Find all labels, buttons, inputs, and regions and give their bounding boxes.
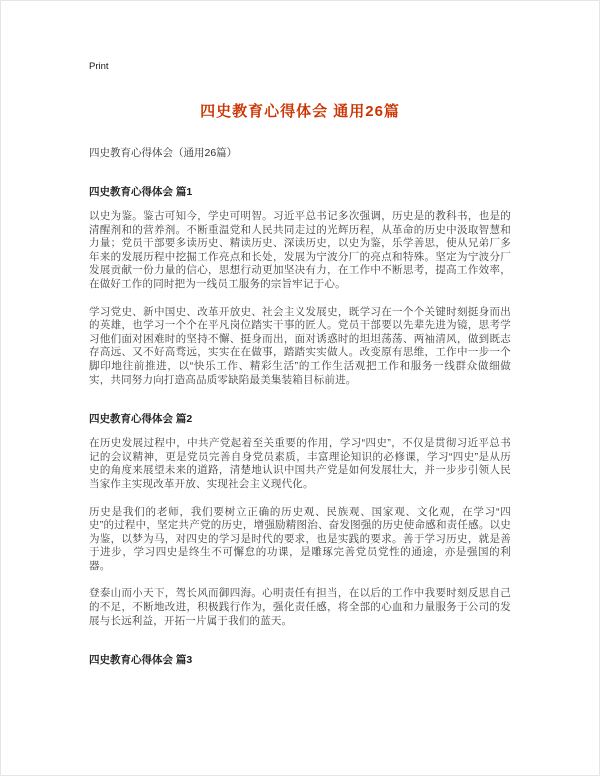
- print-button[interactable]: Print: [89, 61, 109, 72]
- page-title: 四史教育心得体会 通用26篇: [200, 103, 400, 120]
- section-2-paragraph-2: 历史是我们的老师，我们要树立正确的历史观、民族观、国家观、文化观，在学习“四史”的过程中，坚定共产党的历史，增强励精图治、奋发图强的历史使命感和责任感。以史为鉴，以梦为马，对四史的学习是时代的要求，也是实践的要求。善于学习历史，就是善于进步，学习四史是终生不可懈怠的功课，是雕琢完善党员党性的通途，亦是强国的利器。: [89, 505, 511, 572]
- section-1-paragraph-1: 以史为鉴。鉴古可知今，学史可明智。习近平总书记多次强调，历史是的教科书，也是的清醒剂和的营养剂。不断重温党和人民共同走过的光辉历程，从革命的历史中汲取智慧和力量；党员干部要多读历史、精读历史、深读历史，以史为鉴，乐学善思，使从兄弟厂多年来的发展历程中挖掘工作亮点和长处，发展为宁波分厂的亮点和特殊。坚定为宁波分厂发展贡献一份力量的信心，思想行动更加坚决有力，在工作中不断思考，提高工作效率，在做好工作的同时把为一线员工服务的宗旨牢记于心。: [89, 210, 511, 290]
- section-2-paragraph-1: 在历史发展过程中，中共产党起着至关重要的作用，学习“四史”，不仅是贯彻习近平总书记的会议精神，更是党员完善自身党员素质，丰富理论知识的必修课，学习“四史”是从历史的角度来展望未来的道路，清楚地认识中国共产党是如何发展壮大，并一步步引领人民当家作主实现改革开放、实现社会主义现代化。: [89, 437, 511, 490]
- section-3-heading: 四史教育心得体会 篇3: [89, 654, 193, 667]
- section-2-heading: 四史教育心得体会 篇2: [89, 413, 193, 426]
- document-page: [1, 1, 599, 667]
- document-subtitle: 四史教育心得体会（通用26篇）: [89, 147, 238, 159]
- section-2-paragraph-3: 登泰山而小天下，驾长风而御四海。心明责任有担当，在以后的工作中我要时刻反思自己的不足，不断地改进，积极践行作为，强化责任感，将全部的心血和力量服务于公司的发展与长远利益，开拓一片属于我们的蓝天。: [89, 587, 511, 627]
- section-1-heading: 四史教育心得体会 篇1: [89, 186, 193, 198]
- section-1-paragraph-2: 学习党史、新中国史、改革开放史、社会主义发展史，既学习在一个个关键时刻挺身而出的英雄，也学习一个个在平凡岗位踏实干事的匠人。党员干部要以先辈先进为镜，思考学习他们面对困难时的坚持不懈、挺身而出，面对诱惑时的坦坦荡荡、两袖清风，做到既志存高远、又不好高骛远，实实在在做事，踏踏实实做人。改变原有思维，工作中一步一个脚印地往前推进，以“快乐工作、精彩生活”的工作生活观把工作和服务一线群众做细做实，共同努力向打造高品质零缺陷最美集装箱目标前进。: [89, 305, 511, 386]
